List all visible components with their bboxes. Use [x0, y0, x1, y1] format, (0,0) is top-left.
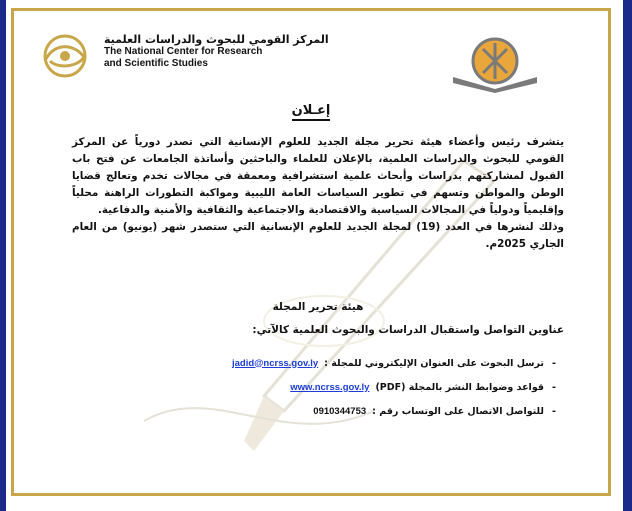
contact-email-link[interactable]: jadid@ncrss.gov.ly	[232, 357, 319, 369]
contact-whatsapp-number: 0910344753	[313, 405, 367, 417]
contact-email-label: ترسل البحوث على العنوان الإليكتروني للمجلة :	[324, 357, 544, 369]
organization-name	[104, 33, 334, 70]
contact-item-email	[134, 351, 564, 375]
contact-item-whatsapp	[134, 399, 564, 423]
org-name-english-line1: The National Center for Research	[104, 46, 263, 57]
org-name-english-line2: and Scientific Studies	[104, 58, 208, 69]
announcement-title: إعـلان	[14, 103, 608, 118]
editorial-board-signature: هيئة تحرير المجلة	[272, 301, 364, 313]
bullet-dash: -	[552, 357, 556, 369]
announcement-paragraph-2: وذلك لنشرها في العدد (19) لمجلة الجديد للعلوم الإنسانية التي ستصدر شهر (يونيو) من العام الجاري 2025م.	[72, 221, 564, 250]
bullet-dash: -	[552, 381, 556, 393]
right-edge-bar	[623, 0, 632, 511]
bullet-dash: -	[552, 405, 556, 417]
announcement-body	[72, 134, 564, 253]
contact-website-link[interactable]: www.ncrss.gov.ly	[290, 381, 370, 393]
contact-item-website	[134, 375, 564, 399]
document-frame	[11, 8, 611, 496]
ncrss-book-emblem-logo	[449, 33, 541, 93]
org-name-arabic: المركز القومي للبحوث والدراسات العلمية	[104, 33, 329, 46]
contact-whatsapp-label: للتواصل الاتصال على الوتساب رقم :	[372, 405, 544, 417]
contacts-heading: عناوين التواصل واستقبال الدراسات والبحوث العلمية كالآتي:	[252, 324, 564, 336]
ncrss-calligraphy-logo	[34, 33, 96, 79]
announcement-paragraph-1: يتشرف رئيس وأعضاء هيئة تحرير مجلة الجديد للعلوم الإنسانية التي تصدر دورياً عن المركز القومي للبحوث والدراسات العلمية، بالإعلان للعلماء والباحثين وأساتذة الجامعات عن فتح باب القبول لمشاركتهم بدراسات وأبحاث علمية استشرافية ومعمقة في مجالات تخدم وتعالج قضايا الوطن والمواطن وتسهم في تطوير السياسات العامة الليبية ومواكبة التطورات الراهنة محلياً وإقليمياً ودولياً في المجالات السياسية والاقتصادية والاجتماعية والثقافية والأمنية والدفاعية.	[72, 136, 564, 216]
contacts-list	[134, 351, 564, 423]
left-edge-bar	[0, 0, 6, 511]
contact-website-label: قواعد وضوابط النشر بالمجلة (PDF)	[375, 381, 544, 393]
